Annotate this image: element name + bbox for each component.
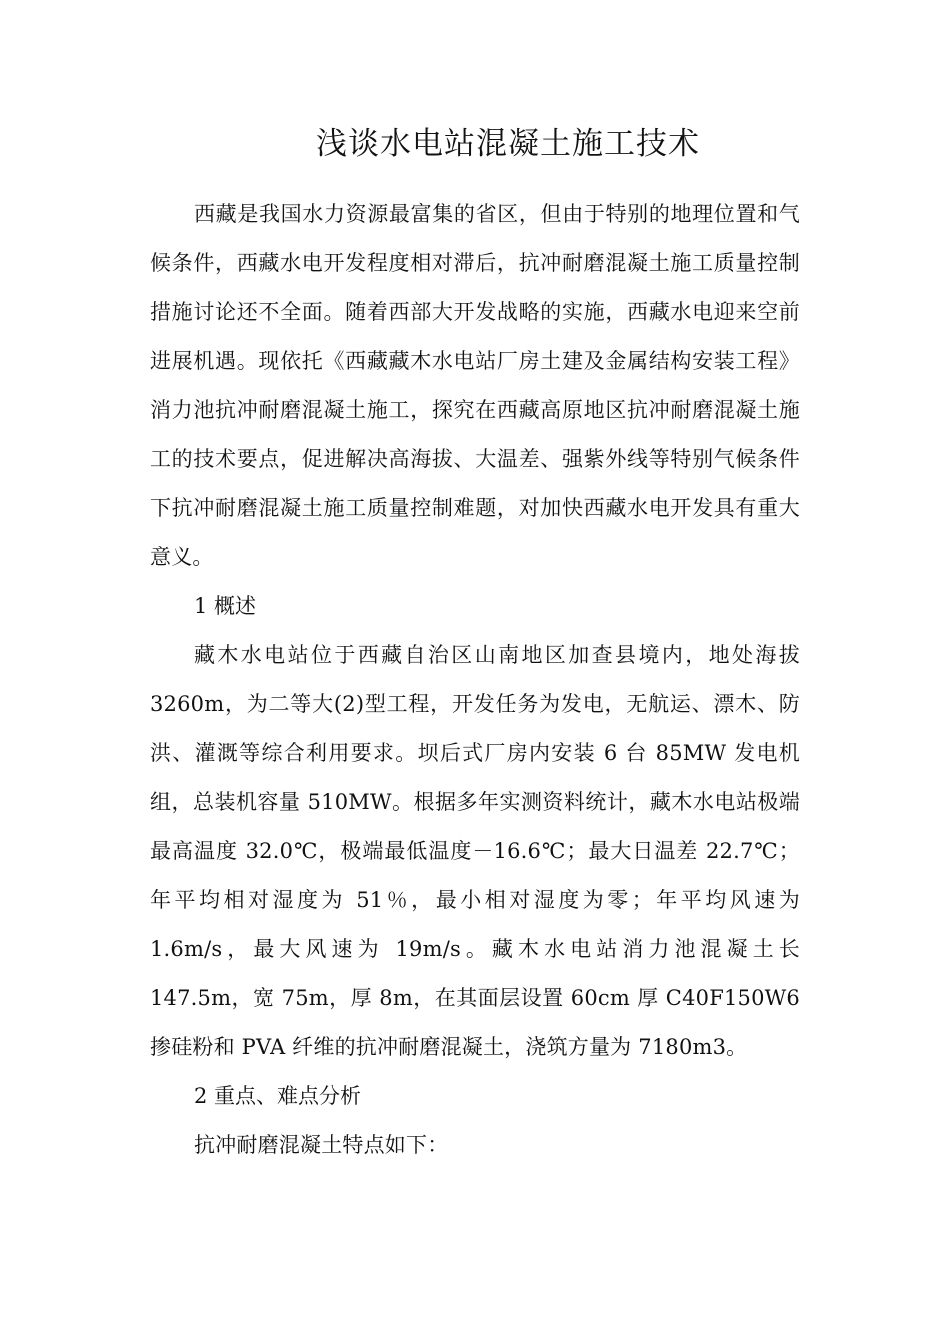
- overview-paragraph: 藏木水电站位于西藏自治区山南地区加查县境内，地处海拔3260m，为二等大(2)型工程，开发任务为发电，无航运、漂木、防洪、灌溉等综合利用要求。坝后式厂房内安装 6 台 85MW 发电机组，总装机容量 510MW。根据多年实测资料统计，藏木水电站极端最高温度 32.0℃，极端最低温度－16.6℃；最大日温差 22.7℃；年平均相对湿度为 51％，最小相对湿度为零；年平均风速为1.6m/s，最大风速为 19m/s。藏木水电站消力池混凝土长 147.5m，宽 75m，厚 8m，在其面层设置 60cm 厚 C40F150W6 掺硅粉和 PVA 纤维的抗冲耐磨混凝土，浇筑方量为 7180m3。: [150, 643, 800, 1059]
- intro-paragraph: 西藏是我国水力资源最富集的省区，但由于特别的地理位置和气候条件，西藏水电开发程度相对滞后，抗冲耐磨混凝土施工质量控制措施讨论还不全面。随着西部大开发战略的实施，西藏水电迎来空前进展机遇。现依托《西藏藏木水电站厂房土建及金属结构安装工程》消力池抗冲耐磨混凝土施工，探究在西藏高原地区抗冲耐磨混凝土施工的技术要点，促进解决高海拔、大温差、强紫外线等特别气候条件下抗冲耐磨混凝土施工质量控制难题，对加快西藏水电开发具有重大意义。: [150, 202, 800, 569]
- analysis-paragraph: 抗冲耐磨混凝土特点如下：: [194, 1133, 449, 1157]
- section-heading-analysis: 2 重点、难点分析: [194, 1084, 362, 1108]
- document-title: 浅谈水电站混凝土施工技术: [316, 126, 700, 162]
- section-heading-overview: 1 概述: [194, 594, 257, 618]
- document-body: [150, 190, 800, 1170]
